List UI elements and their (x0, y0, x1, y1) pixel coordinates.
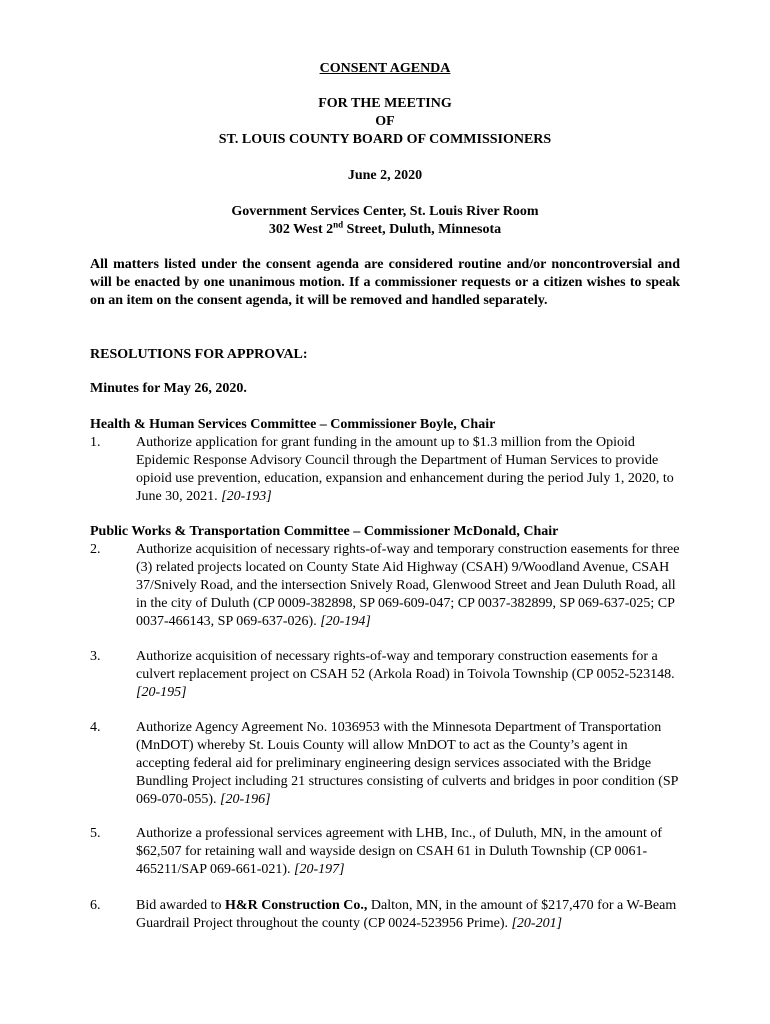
agenda-item-6 (90, 897, 680, 933)
item-text: Authorize a professional services agreement with LHB, Inc., of Duluth, MN, in the amount of $62,507 for retaining wall and wayside design on CSAH 61 in Duluth Township (CP 0061-465211/SAP 069-661-021). (136, 826, 663, 877)
item-number: 6. (90, 898, 101, 913)
board-name: ST. LOUIS COUNTY BOARD OF COMMISSIONERS (218, 132, 552, 147)
item-reference: [20-197] (294, 862, 345, 877)
agenda-item-3 (90, 648, 680, 702)
intro-paragraph: All matters listed under the consent agenda are considered routine and/or noncontroversial and will be enacted by one unanimous motion. If a commissioner requests or a citizen wishes to speak on an item on the consent agenda, it will be removed and handled separately. (90, 257, 680, 308)
committee-heading-health: Health & Human Services Committee – Commissioner Boyle, Chair (90, 417, 496, 432)
address-sup: nd (333, 219, 344, 230)
item-reference: [20-193] (221, 489, 272, 504)
committee-heading-public-works: Public Works & Transportation Committee – Commissioner McDonald, Chair (90, 524, 559, 539)
meeting-address (90, 221, 680, 238)
resolutions-heading: RESOLUTIONS FOR APPROVAL: (90, 347, 308, 362)
meeting-line-1: FOR THE MEETING (318, 96, 452, 111)
item-text-pre: Bid awarded to (136, 898, 226, 913)
meeting-date: June 2, 2020 (347, 168, 423, 183)
item-text: Authorize acquisition of necessary rights-of-way and temporary construction easements for three (3) related projects located on County State Aid Highway (CSAH) 9/Woodland Avenue, CSAH 37/Snively Road, and the intersection Snively Road, Glenwood Street and Jean Duluth Road, all in the city of Duluth (CP 0009-382898, SP 069-609-047; CP 0037-382899, SP 069-637-025; CP 0037-466143, SP 069-637-026). (136, 542, 680, 629)
address-post: Street, Duluth, Minnesota (343, 222, 502, 237)
agenda-item-5 (90, 825, 680, 879)
document-title: CONSENT AGENDA (319, 61, 451, 76)
item-text: Dalton, MN, in the amount of $217,470 for a W-Beam Guardrail Project throughout the county (CP 0024-523956 Prime). (136, 898, 677, 931)
meeting-line-2: OF (375, 114, 395, 129)
item-number: 2. (90, 542, 101, 557)
agenda-item-1 (90, 434, 680, 506)
item-text: Authorize acquisition of necessary rights-of-way and temporary construction easements for a culvert replacement project on CSAH 52 (Arkola Road) in Toivola Township (CP 0052-523148. (136, 649, 675, 682)
item-number: 4. (90, 720, 101, 735)
agenda-item-2 (90, 541, 680, 631)
item-number: 3. (90, 649, 101, 664)
item-text: Authorize Agency Agreement No. 1036953 with the Minnesota Department of Transportation (MnDOT) whereby St. Louis County will allow MnDOT to act as the County’s agent in accepting federal aid for preliminary engineering design services associated with the Bridge Bundling Project including 21 structures consisting of culverts and bridges in poor condition (SP 069-070-055). (136, 720, 678, 807)
address-pre: 302 West 2 (268, 222, 334, 237)
item-number: 1. (90, 435, 101, 450)
item-number: 5. (90, 826, 101, 841)
item-text: Authorize application for grant funding in the amount up to $1.3 million from the Opioid Epidemic Response Advisory Council through the Department of Human Services to provide opioid use prevention, education, expansion and enhancement during the period July 1, 2020, to June 30, 2021. (136, 435, 674, 504)
item-reference: [20-194] (320, 614, 371, 629)
item-reference: [20-201] (511, 916, 563, 931)
agenda-item-4 (90, 719, 680, 809)
item-reference: [20-196] (220, 792, 271, 807)
contractor-name: H&R Construction Co., (225, 898, 368, 913)
meeting-location: Government Services Center, St. Louis River Room (231, 204, 539, 219)
minutes-line: Minutes for May 26, 2020. (90, 381, 247, 396)
item-reference: [20-195] (136, 685, 187, 700)
